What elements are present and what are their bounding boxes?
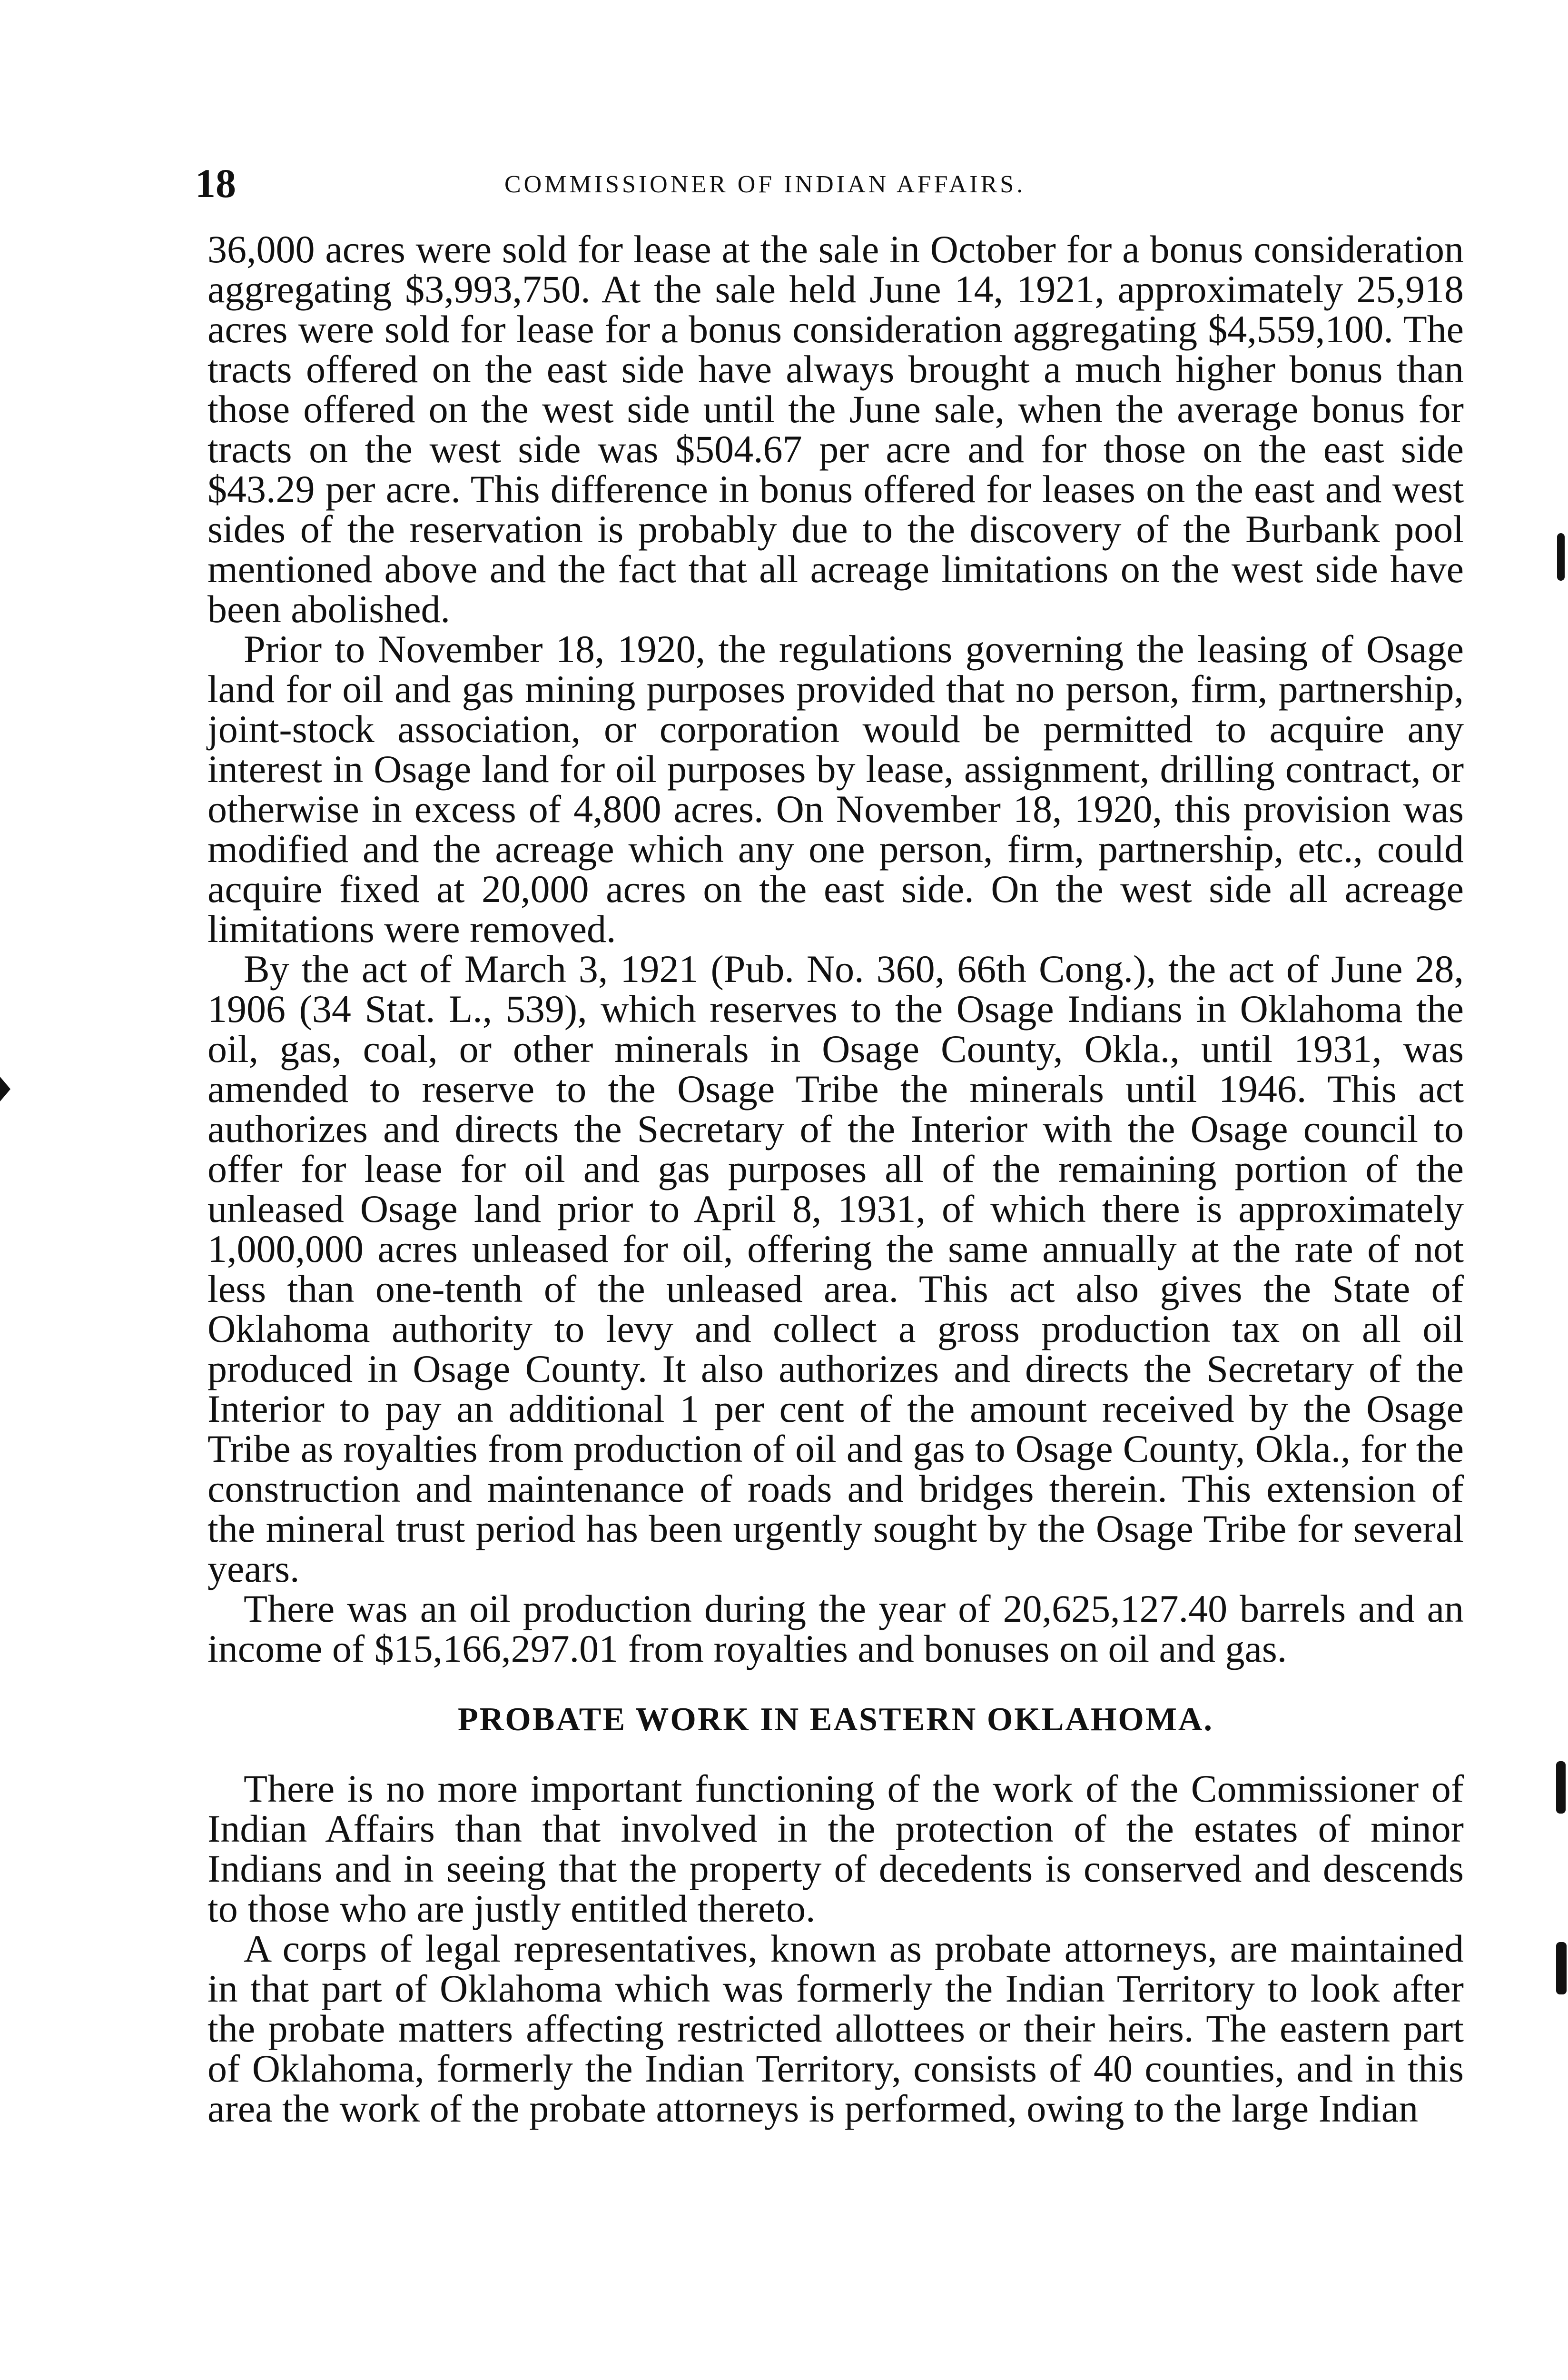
margin-mark (1557, 533, 1565, 581)
margin-mark (1556, 1761, 1566, 1814)
paragraph-oil-production: There was an oil production during the year of 20,625,127.40 barrels and an income of $15,166,297.01 from royalties and bonuses on oil and gas. (207, 1587, 1464, 1670)
paragraph-probate-importance: There is no more important functioning of the work of the Commissioner of Indian Affairs than that involved in the protection of the estates of minor Indians and in seeing that the property of decedents is conserved and descends to those who are justly entitled thereto. (207, 1767, 1464, 1930)
margin-mark (1556, 1942, 1567, 1994)
paragraph-act-of-1921: By the act of March 3, 1921 (Pub. No. 360, 66th Cong.), the act of June 28, 1906 (34 Stat. L., 539), which reserves to the Osage Indians in Oklahoma the oil, gas, coal, or other minerals in Osage County, Okla., until 1931, was amended to reserve to the Osage Tribe the minerals until 1946. This act authorizes and directs the Secretary of the Interior with the Osage council to offer for lease for oil and gas purposes all of the remaining portion of the unleased Osage land prior to April 8, 1931, of which there is approximately 1,000,000 acres unleased for oil, offering the same annually at the rate of not less than one-tenth of the unleased area. This act also gives the State of Oklahoma authority to levy and collect a gross production tax on all oil produced in Osage County. It also authorizes and directs the Secretary of the Interior to pay an additional 1 per cent of the amount received by the Osage Tribe as royalties from production of oil and gas to Osage County, Okla., for the construction and maintenance of roads and bridges therein. This extension of the mineral trust period has been urgently sought by the Osage Tribe for several years. (207, 947, 1464, 1590)
paragraph-probate-attorneys: A corps of legal representatives, known as probate attorneys, are maintained in that part of Oklahoma which was formerly the Indian Territory to look after the probate matters affecting restricted allottees or their heirs. The eastern part of Oklahoma, formerly the Indian Territory, consists of 40 counties, and in this area the work of the probate attorneys is performed, owing to the large Indian (207, 1927, 1464, 2130)
section-heading: PROBATE WORK IN EASTERN OKLAHOMA. (458, 1701, 1213, 1738)
page-header (195, 157, 1456, 209)
page-number: 18 (195, 160, 236, 206)
body-text (207, 229, 1464, 2129)
paragraph-bonus-sales: 36,000 acres were sold for lease at the sale in October for a bonus consideration aggregating $3,993,750. At the sale held June 14, 1921, approximately 25,918 acres were sold for lease for a bonus consideration aggregating $4,559,100. The tracts offered on the east side have always brought a much higher bonus than those offered on the west side until the June sale, when the average bonus for tracts on the west side was $504.67 per acre and for those on the east side $43.29 per acre. This difference in bonus offered for leases on the east and west sides of the reservation is probably due to the discovery of the Burbank pool mentioned above and the fact that all acreage limitations on the west side have been abolished. (207, 228, 1464, 631)
paragraph-acreage-regulations: Prior to November 18, 1920, the regulations governing the leasing of Osage land for oil and gas mining purposes provided that no person, firm, partnership, joint-stock association, or corporation would be permitted to acquire any interest in Osage land for oil purposes by lease, assignment, drilling contract, or otherwise in excess of 4,800 acres. On November 18, 1920, this provision was modified and the acreage which any one person, firm, partnership, etc., could acquire fixed at 20,000 acres on the east side. On the west side all acreage limitations were removed. (207, 627, 1464, 951)
binding-mark (0, 1077, 10, 1101)
running-head: COMMISSIONER OF INDIAN AFFAIRS. (504, 171, 1026, 198)
